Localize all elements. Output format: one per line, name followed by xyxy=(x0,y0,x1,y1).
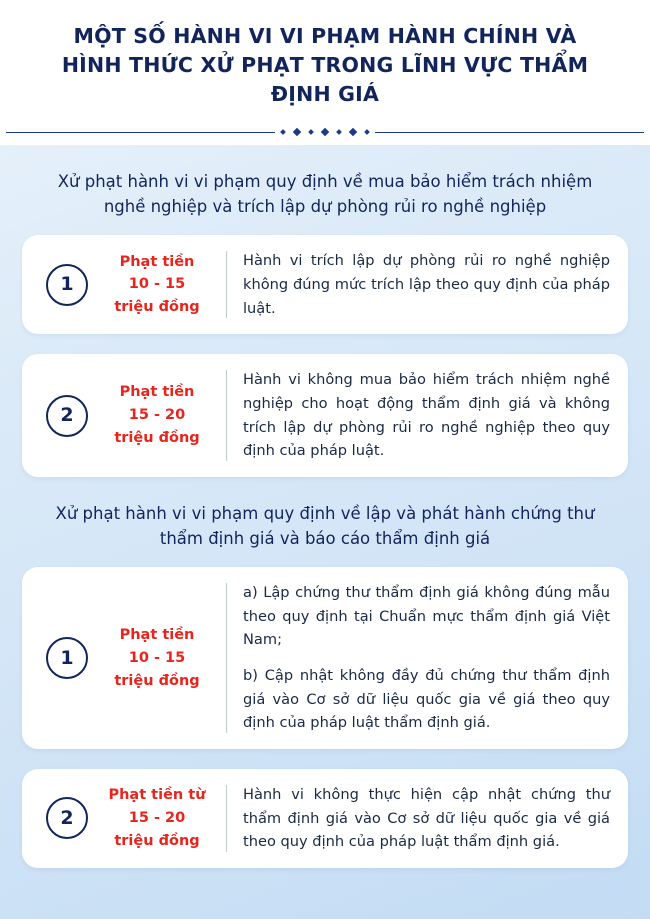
description-paragraph: b) Cập nhật không đầy đủ chứng thư thẩm định giá vào Cơ sở dữ liệu quốc gia về giá theo quy định của pháp luật thẩm định giá. xyxy=(243,667,610,732)
number-badge-wrap xyxy=(36,249,98,320)
diamond-icon xyxy=(308,129,314,135)
description-paragraph: Hành vi không thực hiện cập nhật chứng thư thẩm định giá vào Cơ sở dữ liệu quốc gia về giá theo quy định của pháp luật thẩm định giá. xyxy=(243,785,610,851)
fine-line-3: triệu đồng xyxy=(114,832,200,849)
card-divider xyxy=(226,251,227,318)
card-divider xyxy=(226,785,227,852)
content-body xyxy=(0,145,650,898)
page-title-line-2: HÌNH THỨC XỬ PHẠT TRONG LĨNH VỰC THẨM ĐỊNH GIÁ xyxy=(61,53,589,107)
card-divider xyxy=(226,370,227,461)
description-paragraph: a) Lập chứng thư thẩm định giá không đúng mẫu theo quy định tại Chuẩn mực thẩm định giá Việt Nam; xyxy=(243,584,610,649)
description-paragraph: Hành vi trích lập dự phòng rủi ro nghề nghiệp không đúng mức trích lập theo quy định của pháp luật. xyxy=(243,252,610,317)
section-heading-2: Xử phạt hành vi vi phạm quy định về lập và phát hành chứng thư thẩm định giá và báo cáo thẩm định giá xyxy=(55,503,595,549)
diamond-icon xyxy=(364,129,370,135)
fine-line-1: Phạt tiền xyxy=(119,626,195,643)
section-heading-1: Xử phạt hành vi vi phạm quy định về mua bảo hiểm trách nhiệm nghề nghiệp và trích lập dự phòng rủi ro nghề nghiệp xyxy=(57,172,593,217)
fine-amount xyxy=(98,368,226,463)
fine-line-2: 10 - 15 xyxy=(128,276,186,293)
number-badge: 1 xyxy=(46,637,88,679)
divider-line-left xyxy=(6,132,275,133)
violation-description xyxy=(243,249,610,320)
number-badge: 2 xyxy=(46,395,88,437)
fine-amount xyxy=(98,249,226,320)
violation-card xyxy=(22,769,628,868)
fine-line-1: Phạt tiền từ xyxy=(108,787,206,804)
number-badge-wrap xyxy=(36,783,98,854)
diamond-icon xyxy=(349,128,357,136)
violation-description xyxy=(243,368,610,463)
violation-description xyxy=(243,581,610,735)
fine-amount xyxy=(98,581,226,735)
fine-line-2: 15 - 20 xyxy=(128,809,186,826)
card-divider xyxy=(226,583,227,733)
diamond-icon xyxy=(336,129,342,135)
diamond-ornament xyxy=(281,129,369,135)
fine-line-2: 15 - 20 xyxy=(128,407,186,424)
fine-line-1: Phạt tiền xyxy=(119,253,195,270)
number-badge: 1 xyxy=(46,264,88,306)
diamond-icon xyxy=(293,128,301,136)
violation-description xyxy=(243,783,610,854)
number-badge-wrap xyxy=(36,368,98,463)
fine-line-3: triệu đồng xyxy=(114,299,200,316)
violation-card xyxy=(22,567,628,749)
violation-card xyxy=(22,354,628,477)
decorative-divider xyxy=(0,119,650,145)
fine-amount xyxy=(98,783,226,854)
fine-line-3: triệu đồng xyxy=(114,672,200,689)
fine-line-2: 10 - 15 xyxy=(128,649,186,666)
diamond-icon xyxy=(321,128,329,136)
number-badge: 2 xyxy=(46,797,88,839)
fine-line-1: Phạt tiền xyxy=(119,384,195,401)
number-badge-wrap xyxy=(36,581,98,735)
description-paragraph: Hành vi không mua bảo hiểm trách nhiệm nghề nghiệp cho hoạt động thẩm định giá và không trích lập dự phòng rủi ro nghề nghiệp theo quy định của pháp luật. xyxy=(243,371,610,460)
header xyxy=(0,0,650,119)
page-title-line-1: MỘT SỐ HÀNH VI VI PHẠM HÀNH CHÍNH VÀ xyxy=(73,24,577,48)
fine-line-3: triệu đồng xyxy=(114,430,200,447)
divider-line-right xyxy=(375,132,644,133)
violation-card xyxy=(22,235,628,334)
diamond-icon xyxy=(280,129,286,135)
